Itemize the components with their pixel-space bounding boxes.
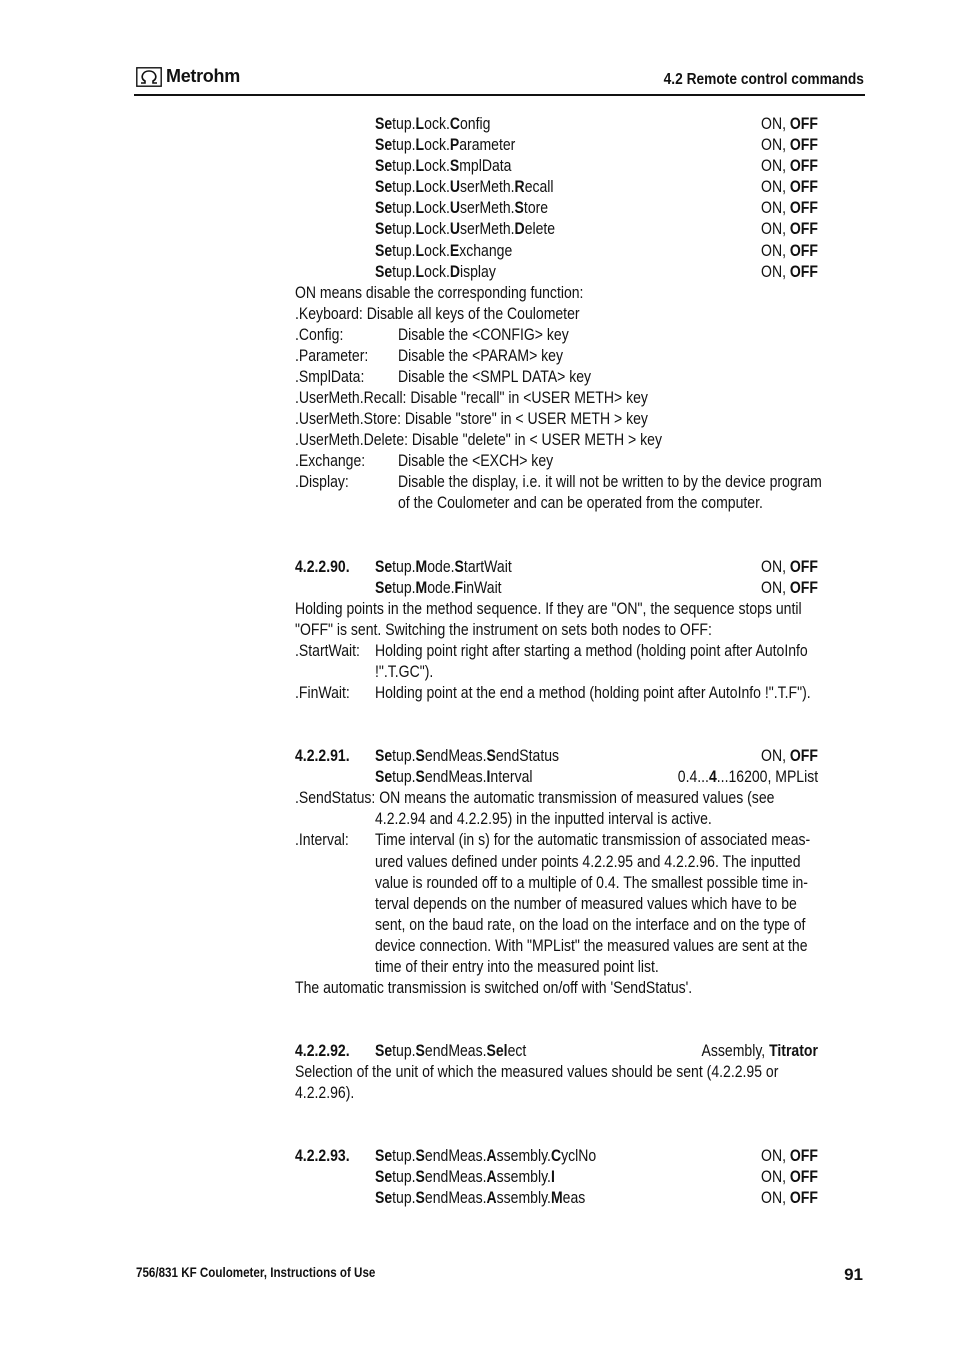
- paragraph-line: The automatic transmission is switched on/off with 'SendStatus'.: [295, 979, 693, 997]
- paragraph-line: .UserMeth.Recall: Disable "recall" in <USER METH> key: [295, 389, 648, 407]
- term-label: .Interval:: [295, 831, 349, 849]
- term-definition: Disable the <EXCH> key: [398, 452, 554, 470]
- header-rule: [134, 94, 865, 96]
- command-values: ON, OFF: [761, 157, 818, 175]
- term-definition: value is rounded off to a multiple of 0.4. The smallest possible time in-: [375, 874, 808, 892]
- term-definition: !".T.GC").: [375, 663, 434, 681]
- command-line: Setup.SendMeas.Assembly.Meas: [375, 1189, 586, 1207]
- brand-name: Metrohm: [166, 66, 240, 86]
- term-label: .Display:: [295, 473, 349, 491]
- command-values: ON, OFF: [761, 1189, 818, 1207]
- paragraph-line: .UserMeth.Store: Disable "store" in < USER METH > key: [295, 410, 648, 428]
- command-line: Setup.SendMeas.Select: [375, 1042, 527, 1060]
- command-values: ON, OFF: [761, 263, 818, 281]
- term-definition: ured values defined under points 4.2.2.95 and 4.2.2.96. The inputted: [375, 853, 801, 871]
- paragraph-line: Selection of the unit of which the measured values should be sent (4.2.2.95 or: [295, 1063, 779, 1081]
- paragraph-line: ON means disable the corresponding function:: [295, 284, 584, 302]
- term-definition: Disable the display, i.e. it will not be written to by the device program: [398, 473, 822, 491]
- command-values: ON, OFF: [761, 115, 818, 133]
- section-number: 4.2.2.93.: [295, 1147, 350, 1165]
- term-label: .Config:: [295, 326, 344, 344]
- command-line: Setup.Mode.StartWait: [375, 558, 512, 576]
- term-definition: Disable the <CONFIG> key: [398, 326, 569, 344]
- command-line: Setup.Lock.SmplData: [375, 157, 512, 175]
- paragraph-line: 4.2.2.96).: [295, 1084, 355, 1102]
- term-definition: of the Coulometer and can be operated from the computer.: [398, 494, 763, 512]
- command-line: Setup.Lock.Config: [375, 115, 491, 133]
- command-values: ON, OFF: [761, 1168, 818, 1186]
- command-line: Setup.SendMeas.Interval: [375, 768, 533, 786]
- term-definition: Holding point at the end a method (holding point after AutoInfo !".T.F").: [375, 684, 811, 702]
- metrohm-logo: [136, 66, 240, 87]
- term-definition: Disable the <PARAM> key: [398, 347, 564, 365]
- paragraph-line: 4.2.2.94 and 4.2.2.95) in the inputted interval is active.: [375, 810, 712, 828]
- paragraph-line: "OFF" is sent. Switching the instrument on sets both nodes to OFF:: [295, 621, 712, 639]
- command-line: Setup.Lock.Parameter: [375, 136, 516, 154]
- command-line: Setup.Lock.Exchange: [375, 242, 513, 260]
- command-line: Setup.Lock.UserMeth.Recall: [375, 178, 554, 196]
- term-definition: Disable the <SMPL DATA> key: [398, 368, 592, 386]
- command-values: Assembly, Titrator: [701, 1042, 818, 1060]
- command-values: ON, OFF: [761, 242, 818, 260]
- command-values: ON, OFF: [761, 747, 818, 765]
- page-number: 91: [844, 1265, 863, 1284]
- term-definition: Time interval (in s) for the automatic transmission of associated meas-: [375, 831, 811, 849]
- section-number: 4.2.2.90.: [295, 558, 350, 576]
- paragraph-line: Holding points in the method sequence. If they are "ON", the sequence stops until: [295, 600, 802, 618]
- command-line: Setup.Lock.UserMeth.Store: [375, 199, 549, 217]
- term-definition: terval depends on the number of measured values which have to be: [375, 895, 797, 913]
- term-label: .Exchange:: [295, 452, 366, 470]
- command-line: Setup.SendMeas.Assembly.CyclNo: [375, 1147, 597, 1165]
- paragraph-line: .UserMeth.Delete: Disable "delete" in < USER METH > key: [295, 431, 662, 449]
- section-number: 4.2.2.91.: [295, 747, 350, 765]
- section-number: 4.2.2.92.: [295, 1042, 350, 1060]
- command-line: Setup.SendMeas.Assembly.I: [375, 1168, 555, 1186]
- command-line: Setup.SendMeas.SendStatus: [375, 747, 560, 765]
- footer-document-title: 756/831 KF Coulometer, Instructions of Use: [136, 1265, 376, 1280]
- paragraph-line: .SendStatus: ON means the automatic transmission of measured values (see: [295, 789, 775, 807]
- command-line: Setup.Lock.UserMeth.Delete: [375, 220, 556, 238]
- omega-logo-icon: [136, 67, 162, 87]
- command-values: ON, OFF: [761, 199, 818, 217]
- command-line: Setup.Mode.FinWait: [375, 579, 502, 597]
- term-label: .SmplData:: [295, 368, 365, 386]
- command-values: ON, OFF: [761, 558, 818, 576]
- paragraph-line: .Keyboard: Disable all keys of the Coulometer: [295, 305, 580, 323]
- term-definition: Holding point right after starting a method (holding point after AutoInfo: [375, 642, 808, 660]
- term-label: .StartWait:: [295, 642, 360, 660]
- term-label: .FinWait:: [295, 684, 350, 702]
- section-header-title: 4.2 Remote control commands: [663, 71, 864, 88]
- command-values: ON, OFF: [761, 136, 818, 154]
- term-definition: device connection. With "MPList" the measured values are sent at the: [375, 937, 808, 955]
- term-label: .Parameter:: [295, 347, 369, 365]
- command-values: ON, OFF: [761, 178, 818, 196]
- command-values: ON, OFF: [761, 1147, 818, 1165]
- command-line: Setup.Lock.Display: [375, 263, 496, 281]
- command-values: 0.4...4...16200, MPList: [677, 768, 818, 786]
- command-values: ON, OFF: [761, 579, 818, 597]
- command-values: ON, OFF: [761, 220, 818, 238]
- term-definition: sent, on the baud rate, on the load on the interface and on the type of: [375, 916, 806, 934]
- term-definition: time of their entry into the measured point list.: [375, 958, 659, 976]
